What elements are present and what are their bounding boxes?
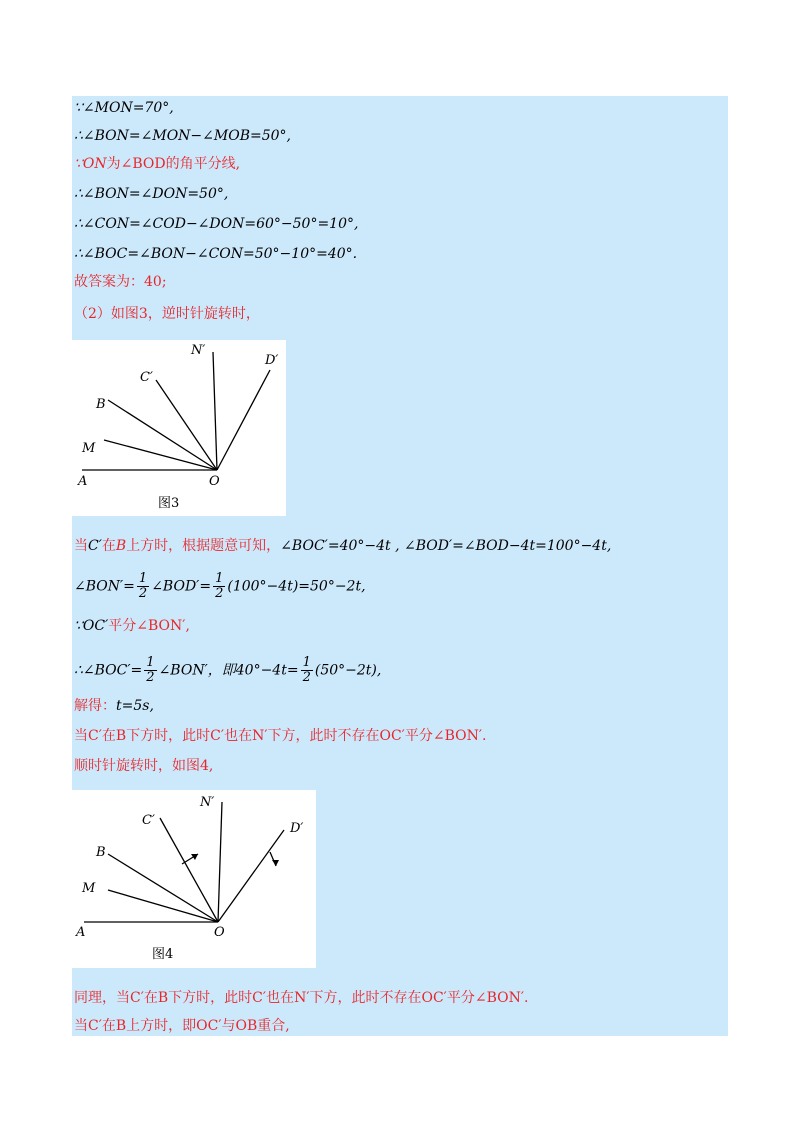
- line-7: [74, 272, 167, 292]
- text: B: [115, 538, 127, 554]
- label-n: N′: [191, 343, 206, 358]
- numerator: 1: [138, 571, 148, 586]
- label-c: C′: [142, 813, 155, 828]
- line-14: [74, 726, 487, 746]
- text: 当C′在B上方时，即OC′与OB重合,: [74, 1018, 290, 1034]
- ray-ob: [108, 400, 217, 470]
- denominator: 2: [215, 586, 224, 601]
- fraction-half: [213, 572, 225, 601]
- label-o: O: [214, 925, 225, 940]
- text: 平分∠BON′,: [108, 618, 190, 634]
- text: ∴∠BOC′=: [74, 662, 143, 679]
- text: ∵OC′: [74, 618, 109, 634]
- label-a: A: [78, 474, 88, 489]
- line-3: [74, 154, 240, 174]
- figure-4-diagram: [72, 790, 316, 968]
- text: 上方时，根据题意可知，: [126, 538, 281, 554]
- label-o: O: [209, 474, 220, 489]
- line-10: [74, 572, 366, 601]
- line-16: [74, 988, 529, 1008]
- text: ∴∠BOC=∠BON−∠CON=50°−10°=40°.: [74, 246, 358, 262]
- figure-3: [72, 340, 286, 516]
- text: ∠BON′=: [74, 578, 135, 595]
- figure-4-caption: 图4: [152, 947, 174, 962]
- text: C′: [88, 538, 102, 554]
- line-8: [74, 304, 260, 324]
- text: 为∠BOD的角平分线,: [106, 156, 241, 172]
- denominator: 2: [302, 670, 311, 685]
- figure-4: [72, 790, 316, 968]
- figure-3-caption: 图3: [158, 496, 180, 511]
- line-2: [74, 126, 291, 146]
- text: 顺时针旋转时，如图4,: [74, 758, 214, 774]
- text: t=5s,: [116, 698, 154, 714]
- denominator: 2: [138, 586, 148, 601]
- text: ∵∠MON=70°,: [74, 100, 174, 116]
- ray-od: [217, 370, 270, 470]
- fraction-half: [144, 656, 156, 685]
- line-6: [74, 244, 357, 264]
- text: (50°−2t),: [314, 662, 382, 679]
- line-11: [74, 616, 190, 636]
- text: ∠BON′，: [158, 662, 222, 679]
- label-d: D′: [290, 821, 304, 836]
- ray-ob: [108, 854, 218, 922]
- numerator: 1: [215, 571, 224, 586]
- fraction-half: [137, 572, 149, 601]
- text: （2）如图3，逆时针旋转时，: [74, 306, 260, 322]
- line-13: [74, 696, 154, 716]
- label-b: B: [96, 845, 106, 860]
- line-1: [74, 98, 174, 118]
- text: 同理，当C′在B下方时，此时C′也在N′下方，此时不存在OC′平分∠BON′.: [74, 990, 529, 1006]
- ray-on: [218, 802, 222, 922]
- label-b: B: [96, 397, 106, 412]
- label-m: M: [82, 881, 96, 896]
- numerator: 1: [302, 655, 311, 670]
- text: 即40°−4t=: [221, 662, 299, 679]
- line-17: [74, 1016, 290, 1036]
- line-15: [74, 756, 213, 776]
- text: ∠BOD′=: [151, 578, 212, 595]
- figure-3-diagram: [72, 340, 286, 516]
- label-n: N′: [200, 795, 215, 810]
- text: ∴∠CON=∠COD−∠DON=60°−50°=10°,: [74, 216, 359, 232]
- line-5: [74, 214, 358, 234]
- text: ∴∠BON=∠MON−∠MOB=50°,: [74, 128, 291, 144]
- fraction-half: [301, 656, 313, 685]
- denominator: 2: [146, 670, 155, 685]
- text: 在: [101, 538, 116, 554]
- text: ∵ON: [74, 156, 107, 172]
- text: (100°−4t)=50°−2t,: [227, 578, 366, 595]
- line-12: [74, 656, 381, 685]
- line-4: [74, 184, 228, 204]
- ray-om: [108, 890, 218, 922]
- line-9: [74, 536, 611, 556]
- label-d: D′: [265, 353, 279, 368]
- numerator: 1: [146, 655, 155, 670]
- ray-on: [213, 352, 217, 470]
- text: ∠BOC′=40°−4t , ∠BOD′=∠BOD−4t=100°−4t,: [280, 538, 612, 554]
- ray-od: [218, 830, 284, 922]
- text: 当C′在B下方时，此时C′也在N′下方，此时不存在OC′平分∠BON′.: [74, 728, 487, 744]
- text: ∴∠BON=∠DON=50°,: [74, 186, 229, 202]
- text: 当: [74, 538, 88, 554]
- ray-oc: [160, 818, 218, 922]
- arrow-head-icon: [272, 860, 279, 866]
- label-m: M: [82, 441, 96, 456]
- text: 解得：: [74, 698, 116, 714]
- text: 故答案为：40;: [74, 274, 167, 290]
- label-c: C′: [140, 370, 153, 385]
- label-a: A: [76, 925, 86, 940]
